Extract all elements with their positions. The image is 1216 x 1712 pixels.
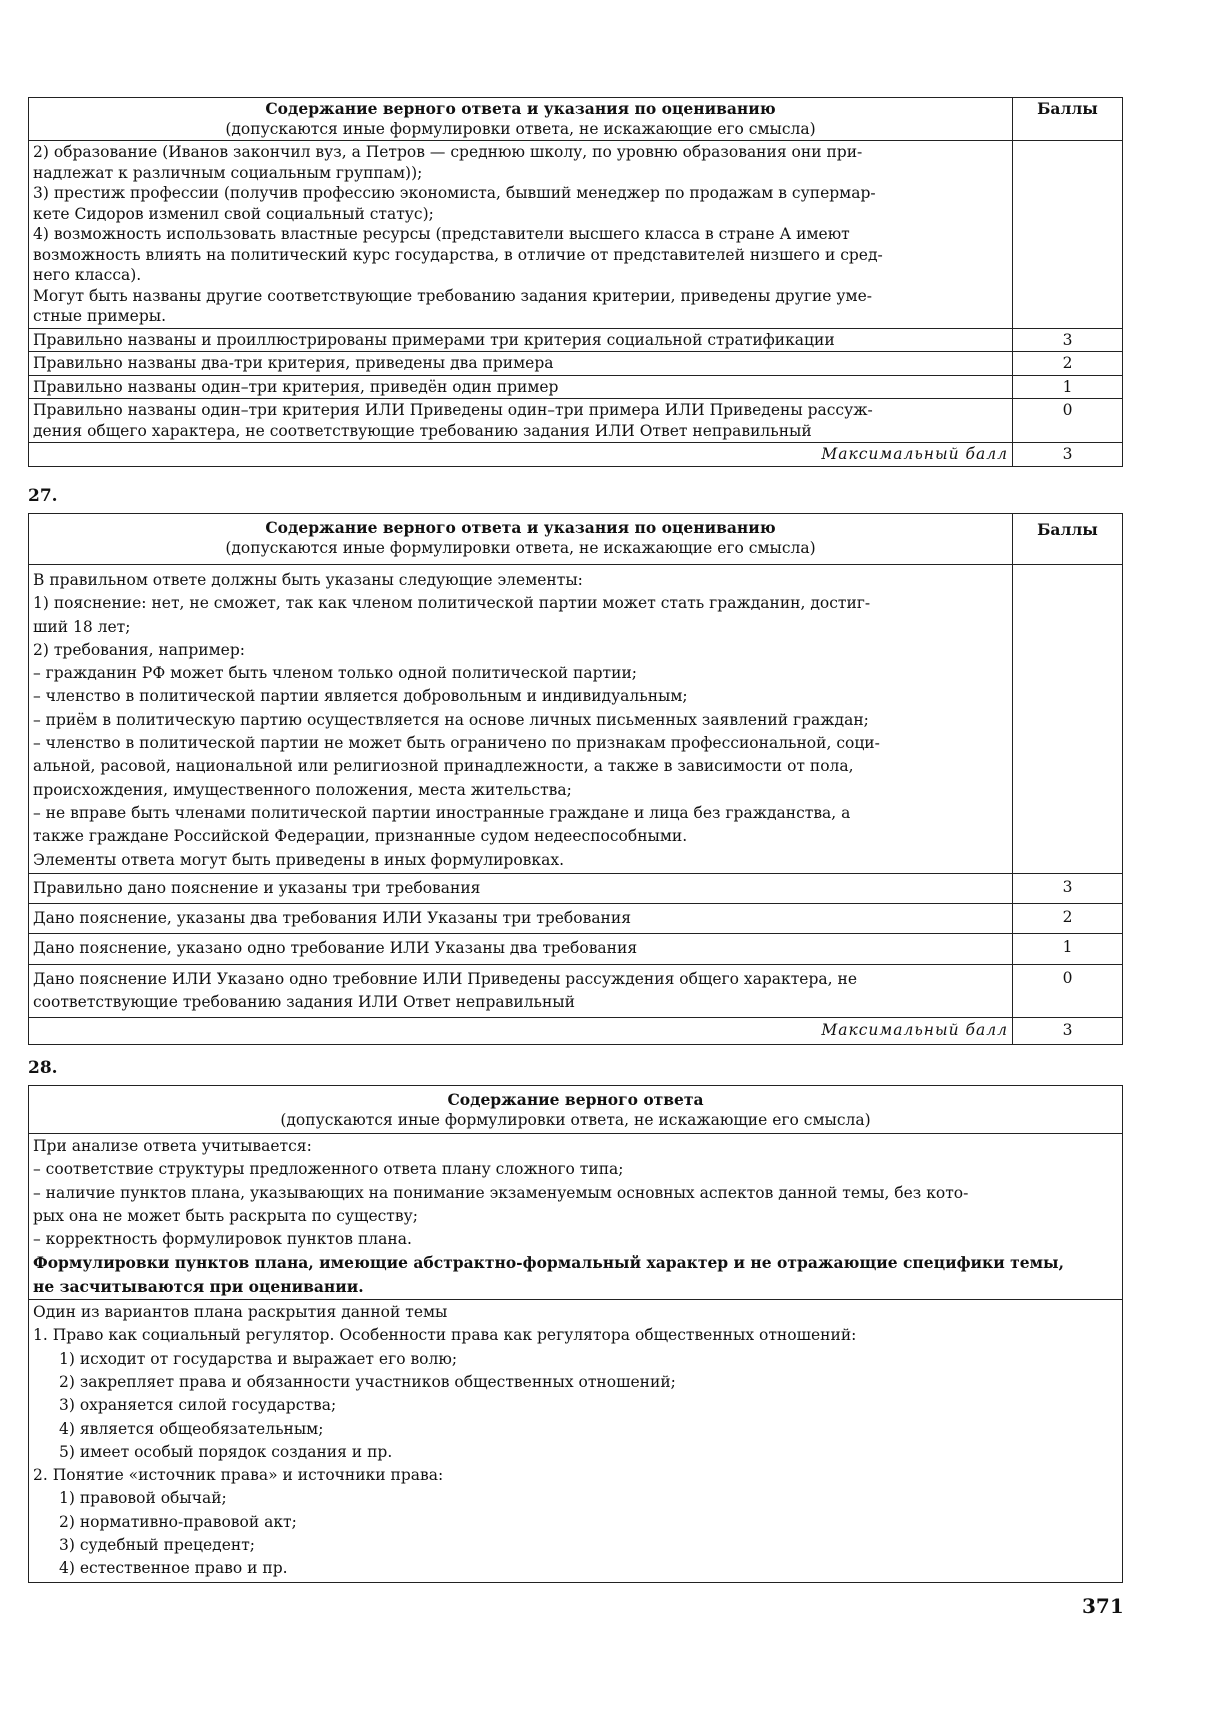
header-subtitle: (допускаются иные формулировки ответа, не искажающие его смысла) [225,120,816,138]
plan-subitem: 3) судебный прецедент; [59,1536,256,1555]
table-header-row [29,98,1123,141]
max-score-row [29,443,1123,467]
criterion-text: Дано пояснение, указано одно требование ИЛИ Указаны два требования [29,934,1013,964]
content-line: происхождения, имущественного положения, места жительства; [33,780,572,799]
table-28 [28,1085,1123,1583]
criterion-text: Дано пояснение, указаны два требования ИЛИ Указаны три требования [29,904,1013,934]
content-line: – членство в политической партии не может быть ограничено по признакам профессиональной, соци- [33,734,880,753]
table-header-cell [29,514,1013,565]
content-line: также граждане Российской Федерации, признанные судом недееспособными. [33,827,688,846]
content-row [29,141,1123,329]
table-header-row [29,1086,1123,1134]
content-line: стные примеры. [33,307,167,325]
plan-subitem: 1) правовой обычай; [59,1489,227,1508]
page-number: 371 [1082,1594,1124,1618]
header-title: Содержание верного ответа и указания по оцениванию [265,99,776,118]
table-header-cell [29,98,1013,141]
plan-point-title: 2. Понятие «источник права» и источники права: [33,1466,444,1485]
analysis-line: – корректность формулировок пунктов плана. [33,1230,412,1249]
content-line: альной, расовой, национальной или религиозной принадлежности, а также в зависимости от пола, [33,757,854,776]
max-score-value: 3 [1013,1018,1123,1044]
content-line: В правильном ответе должны быть указаны следующие элементы: [33,571,583,589]
criterion-row [29,904,1123,934]
content-line: кете Сидоров изменил свой социальный статус); [33,204,434,223]
criterion-line: Правильно названы один–три критерия ИЛИ Приведены один–три примера ИЛИ Приведены рассуж- [33,401,873,419]
max-score-value: 3 [1013,443,1123,467]
content-line: – членство в политической партии является добровольным и индивидуальным; [33,687,688,706]
content-line: 4) возможность использовать властные ресурсы (представители высшего класса в стране А имеют [33,225,850,243]
plan-subitem: 3) охраняется силой государства; [59,1396,337,1415]
criterion-row [29,375,1123,399]
content-line: 2) образование (Иванов закончил вуз, а Петров — среднюю школу, по уровню образования они при- [33,143,863,161]
criterion-score: 1 [1013,934,1123,964]
criterion-score: 0 [1013,964,1123,1018]
criterion-text: Правильно названы два-три критерия, приведены два примера [29,352,1013,376]
table-header-row [29,514,1123,565]
criterion-row [29,934,1123,964]
header-title: Содержание верного ответа [447,1090,704,1109]
analysis-line: – соответствие структуры предложенного ответа плану сложного типа; [33,1160,624,1179]
task-number-27: 27. [28,486,58,506]
criterion-row [29,352,1123,376]
content-line: возможность влиять на политический курс государства, в отличие от представителей низшего и сред- [33,245,883,264]
analysis-line: При анализе ответа учитывается: [33,1137,312,1155]
criterion-line: соответствующие требованию задания ИЛИ Ответ неправильный [33,993,575,1012]
answer-content [29,565,1013,874]
table-header-cell [29,1086,1123,1134]
analysis-row [29,1134,1123,1300]
criterion-score: 3 [1013,873,1123,903]
content-line: – не вправе быть членами политической партии иностранные граждане и лица без гражданства, а [33,803,851,822]
content-line: 1) пояснение: нет, не сможет, так как членом политической партии может стать гражданин, достиг- [33,594,871,613]
criterion-score: 3 [1013,328,1123,352]
max-score-label: Максимальный балл [29,1018,1013,1044]
content-line: – гражданин РФ может быть членом только одной политической партии; [33,664,638,683]
points-header: Баллы [1013,98,1123,141]
content-line: 2) требования, например: [33,640,245,659]
criterion-line: Дано пояснение ИЛИ Указано одно требовние ИЛИ Приведены рассуждения общего характера, не [33,969,858,988]
criterion-row [29,964,1123,1018]
plan-subitem: 4) является общеобязательным; [59,1419,324,1438]
analysis-line: рых она не может быть раскрыта по существу; [33,1206,418,1225]
criterion-score: 0 [1013,399,1123,443]
plan-intro: Один из вариантов плана раскрытия данной темы [33,1303,448,1322]
plan-subitem: 4) естественное право и пр. [59,1559,288,1578]
content-line: надлежат к различным социальным группам)); [33,163,423,182]
table-27 [28,513,1123,1045]
bold-note-line: Формулировки пунктов плана, имеющие абстрактно-формальный характер и не отражающие специфики темы, [33,1253,1064,1273]
criterion-row [29,873,1123,903]
answer-content [29,141,1013,329]
points-header: Баллы [1013,514,1123,565]
max-score-label: Максимальный балл [29,443,1013,467]
content-row [29,565,1123,874]
plan-point-title: 1. Право как социальный регулятор. Особенности права как регулятора общественных отношений: [33,1326,857,1345]
criterion-text: Правильно названы один–три критерия, приведён один пример [29,375,1013,399]
criterion-line: дения общего характера, не соответствующие требованию задания ИЛИ Ответ неправильный [33,421,812,440]
bold-note-line: не засчитываются при оценивании. [33,1276,364,1296]
plan-row [29,1300,1123,1583]
analysis-content [29,1134,1123,1300]
content-line: него класса). [33,266,142,284]
header-subtitle: (допускаются иные формулировки ответа, не искажающие его смысла) [225,539,816,557]
task-number-28: 28. [28,1058,58,1078]
criterion-text [29,399,1013,443]
content-line: Элементы ответа могут быть приведены в иных формулировках. [33,850,564,869]
analysis-line: – наличие пунктов плана, указывающих на понимание экзаменуемым основных аспектов данной темы, без кото- [33,1183,969,1202]
plan-subitem: 1) исходит от государства и выражает его волю; [59,1349,458,1368]
criterion-text [29,964,1013,1018]
plan-subitem: 2) закрепляет права и обязанности участников общественных отношений; [59,1372,676,1391]
header-title: Содержание верного ответа и указания по оцениванию [265,518,776,537]
criterion-score: 2 [1013,352,1123,376]
empty-score-cell [1013,141,1123,329]
criterion-score: 1 [1013,375,1123,399]
plan-subitem: 2) нормативно-правовой акт; [59,1512,297,1531]
criterion-row [29,399,1123,443]
content-line: – приём в политическую партию осуществляется на основе личных письменных заявлений граждан; [33,710,869,729]
header-subtitle: (допускаются иные формулировки ответа, не искажающие его смысла) [280,1111,871,1129]
plan-subitem: 5) имеет особый порядок создания и пр. [59,1442,393,1461]
max-score-row [29,1018,1123,1044]
criterion-text: Правильно названы и проиллюстрированы примерами три критерия социальной стратификации [29,328,1013,352]
criterion-row [29,328,1123,352]
criterion-score: 2 [1013,904,1123,934]
content-line: ший 18 лет; [33,617,131,636]
content-line: 3) престиж профессии (получив профессию экономиста, бывший менеджер по продажам в супермар- [33,184,876,202]
plan-content [29,1300,1123,1583]
empty-score-cell [1013,565,1123,874]
table-26 [28,97,1123,467]
content-line: Могут быть названы другие соответствующие требованию задания критерии, приведены другие уме- [33,286,872,305]
criterion-text: Правильно дано пояснение и указаны три требования [29,873,1013,903]
